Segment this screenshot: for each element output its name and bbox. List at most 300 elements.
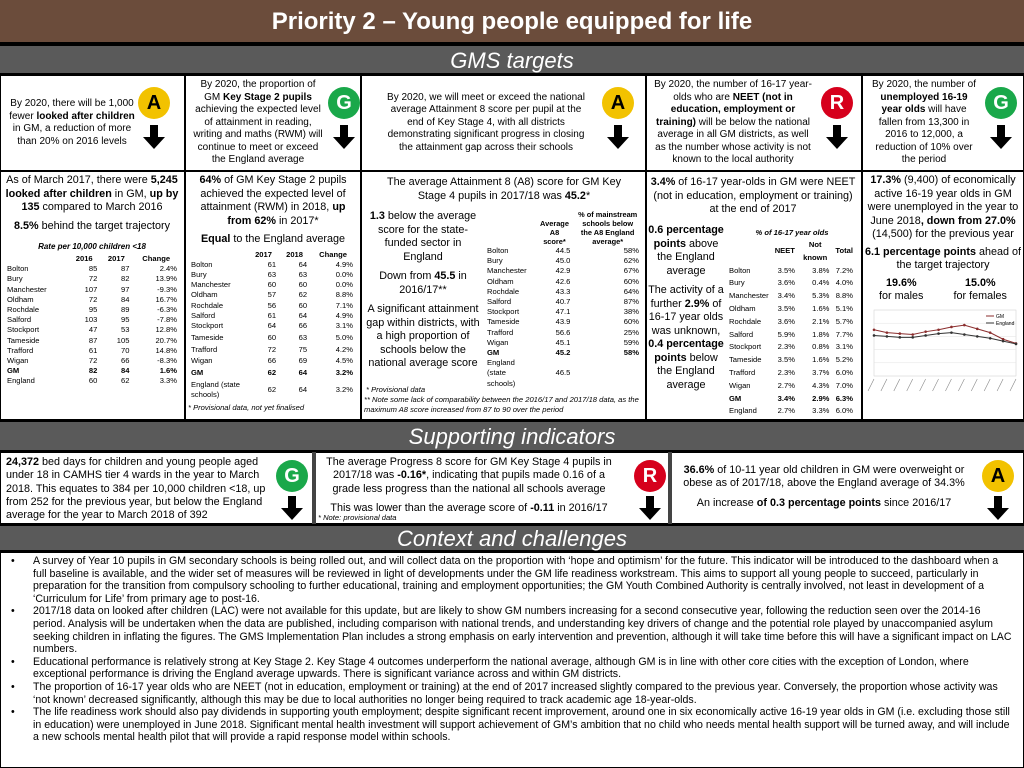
neet-points: 0.6 percentage points above the England average [648, 224, 724, 277]
trend-arrow [607, 125, 629, 154]
tick-label [1010, 379, 1016, 391]
neet-right [726, 228, 858, 418]
a8-left [364, 210, 482, 371]
context-bullet: • A survey of Year 10 pupils in GM secondary schools is being rolled out, and will collect data on the proportion with ‘hope and optimism’ for the future. This indicator will be introduced to the dashboard when a full baseline is available, and the wider set of measures will be reviewed in light of developments under the GM life readiness workstream. This aims to support all young people to succeed, particularly in preparation for the transition from compulsory schooling to further educational, training and employment opportunities; the GM Youth Combined Authority is centrally involved, not least in development of a ‘Curriculum for Life’ from primary age to post-16. [5, 555, 1013, 605]
table-cell: Salford [191, 310, 216, 320]
table-cell: Manchester [729, 291, 769, 301]
table-cell: 56.6 [555, 327, 571, 337]
table-row [188, 321, 356, 331]
supporting-text: The average Progress 8 score for GM Key Stage 4 pupils in 2017/18 was -0.16*, indicating that pupils made 0.16 of a grade less progress than the national all schools average This was lower than the average score of -0.11 in 2016/17 [326, 456, 612, 514]
table-cell: Rochdale [191, 300, 224, 310]
table-cell: Rochdale [487, 286, 520, 296]
table-cell: 45.0 [555, 256, 571, 266]
table-cell: 69 [298, 355, 308, 365]
data-point [924, 334, 927, 337]
table-cell: 60 [267, 280, 277, 290]
table-cell: Stockport [487, 307, 520, 317]
table-cell: 64 [298, 385, 308, 395]
table-cell: 82 [121, 274, 130, 284]
table-cell: 103 [84, 315, 98, 325]
table-cell: 61 [88, 345, 98, 355]
unemp-ahead: 6.1 percentage points ahead of the target trajectory [864, 245, 1022, 271]
column-header: Total [835, 246, 853, 256]
target-box-2 [184, 75, 360, 171]
table-row [726, 367, 856, 380]
data-point [873, 328, 876, 331]
table-cell: GM [7, 366, 20, 376]
target-text [653, 81, 813, 165]
divider [861, 171, 863, 420]
table-cell: Tameside [7, 335, 40, 345]
table-cell: 43.3 [555, 286, 571, 296]
table-row [4, 336, 180, 346]
table-cell: 61 [267, 259, 277, 269]
table-cell: 62 [121, 376, 130, 386]
table-header [188, 250, 356, 260]
table-cell: England [729, 406, 757, 416]
table-cell: 85 [88, 264, 98, 274]
target-text-content: By 2020, we will meet or exceed the national average Attainment 8 score per pupil at the end of Key Stage 4, with all districts demonstrating significant progress in closing the attainment gap across their schools [387, 91, 585, 153]
table-cell: Bury [487, 256, 503, 266]
a8-down: Down from 45.5 in 2016/17** [379, 270, 467, 296]
table-row [4, 274, 180, 284]
table-cell: 45.2 [555, 348, 571, 358]
table-row [726, 329, 856, 342]
table-cell: Oldham [7, 294, 34, 304]
table-row [4, 285, 180, 295]
supporting-indicator-1 [0, 452, 314, 524]
table-cell: 75 [298, 345, 308, 355]
tick-label [997, 379, 1003, 391]
neet-table-title: % of 16-17 year olds [755, 228, 829, 237]
table-cell: Stockport [191, 320, 224, 330]
table-cell: Bolton [191, 259, 213, 269]
target-text-content: By 2020, the number of unemployed 16-19 year olds will have fallen from 13,300 in 2016 to 12,000, a reduction of 10% over the period [872, 79, 976, 166]
table-cell: 3.5% [777, 355, 795, 365]
table-cell: 64 [298, 310, 308, 320]
tick-label [971, 379, 977, 391]
table-cell: 2.7% [777, 406, 795, 416]
table-cell: 0.8% [812, 342, 830, 352]
ks2-intro: 64% of GM Key Stage 2 pupils achieved the expected level of attainment (RWM) in 2018, up from 62% in 2017* [199, 174, 347, 227]
table-cell: 6.0% [835, 367, 853, 377]
table-cell: 70 [121, 345, 130, 355]
table-cell: 7.2% [835, 265, 853, 275]
table-cell: 0.0% [335, 280, 353, 290]
table-row [4, 315, 180, 325]
target-text [6, 81, 138, 165]
table-cell: 8.8% [835, 291, 853, 301]
data-point [963, 333, 966, 336]
target-text-content: By 2020, the number of 16-17 year-olds who are NEET (not in education, employment or training) will be below the national average in all GM districts, as well as the number whose activity is not known to the local authority [654, 79, 812, 166]
trend-arrow [990, 125, 1012, 154]
table-cell: 5.2% [835, 355, 853, 365]
table-row [188, 311, 356, 321]
a8-panel [364, 176, 644, 203]
supporting-note: * Note: provisional data [318, 513, 397, 522]
down-arrow-icon [990, 125, 1012, 149]
table-cell: 45.1 [555, 337, 571, 347]
table-cell: -9.3% [157, 284, 177, 294]
data-point [937, 328, 940, 331]
column-header [726, 239, 772, 265]
table-cell: 60 [298, 280, 308, 290]
table-cell: 46.5 [555, 368, 571, 378]
tick-label [958, 379, 964, 391]
table-row [726, 265, 856, 278]
supporting-text: 24,372 bed days for children and young people aged under 18 in CAMHS tier 4 wards in the year to March 2018. This equates to 384 per 10,000 children <18, up from 252 for the previous year, but below the England average for the year to March 2018 of 392 [6, 456, 266, 522]
table-cell: 84 [121, 366, 130, 376]
table-cell: 62 [298, 290, 308, 300]
table-cell: 3.1% [835, 342, 853, 352]
plot-area [874, 310, 1016, 376]
table-cell: 47.1 [555, 307, 571, 317]
table-row [484, 338, 642, 348]
table-cell: -7.8% [157, 315, 177, 325]
table-cell: 44.5 [555, 246, 571, 255]
context-band: Context and challenges [0, 524, 1024, 552]
table-cell: Wigan [191, 355, 213, 365]
a8-below: 1.3 below the average score for the state-funded sector in England [369, 210, 477, 263]
table-cell: 60 [88, 376, 98, 386]
table-cell: Wigan [487, 337, 509, 347]
table-row [484, 297, 642, 307]
down-arrow-icon [143, 125, 165, 149]
table-cell: 63 [267, 269, 277, 279]
page-title: Priority 2 – Young people equipped for life [0, 0, 1024, 44]
column-header: 2017 [107, 254, 125, 263]
unemp-females-label: for females [953, 290, 1007, 302]
neet-panel [648, 176, 858, 217]
lac-intro: As of March 2017, there were 5,245 looked after children in GM, up by 135 compared to March 2016 [5, 174, 179, 213]
table-row [4, 346, 180, 356]
table-cell: Oldham [191, 290, 218, 300]
table-cell: 72 [88, 274, 98, 284]
table-row [188, 301, 356, 311]
table-row [4, 366, 180, 376]
table-cell: 4.5% [335, 355, 353, 365]
table-cell: 62 [267, 367, 277, 377]
table-cell: 60 [298, 300, 308, 310]
table-cell: 2.1% [812, 316, 830, 326]
a8-right [484, 210, 644, 389]
supporting-indicators-band: Supporting indicators [0, 420, 1024, 452]
table-cell: 1.6% [812, 303, 830, 313]
table-row [484, 307, 642, 317]
tick-label [894, 379, 900, 391]
ks2-equal: Equal to the England average [200, 233, 346, 245]
table-cell: 3.4% [777, 291, 795, 301]
table-cell: 3.1% [335, 320, 353, 330]
table-cell: GM [487, 348, 500, 358]
table-row [188, 260, 356, 270]
table-row [484, 277, 642, 287]
table-cell: Salford [729, 329, 754, 339]
data-point [989, 331, 992, 334]
column-header: Change [319, 249, 347, 259]
table-cell: Bolton [487, 246, 509, 255]
tick-label [984, 379, 990, 391]
table-cell: 63 [298, 333, 308, 343]
table-cell: Rochdale [729, 316, 762, 326]
table-cell: 4.3% [812, 380, 830, 390]
trend-arrow [333, 125, 355, 154]
table-row [484, 287, 642, 297]
table-cell: 6.3% [835, 393, 853, 403]
tick-label [881, 379, 887, 391]
supporting-indicator-2 [314, 452, 670, 524]
table-cell: England [7, 376, 35, 386]
table-cell: 87 [121, 264, 130, 274]
trend-arrow [987, 496, 1009, 525]
table-cell: Stockport [7, 325, 40, 335]
lac-table [4, 254, 180, 387]
table-row [4, 356, 180, 366]
column-header: Change [142, 254, 171, 263]
table-row [188, 356, 356, 366]
table-cell: Bury [729, 278, 745, 288]
table-cell: 4.9% [335, 259, 353, 269]
column-header [484, 210, 536, 246]
table-cell: 5.0% [335, 333, 353, 343]
divider [645, 171, 647, 420]
column-header [4, 254, 68, 264]
context-panel [0, 552, 1024, 768]
data-point [937, 332, 940, 335]
down-arrow-icon [333, 125, 355, 149]
table-cell: 38% [623, 307, 639, 317]
neet-left [648, 224, 724, 392]
table-cell: Bury [191, 269, 207, 279]
table-cell: GM [729, 393, 742, 403]
ks2-note: * Provisional data, not yet finalised [188, 403, 305, 413]
down-arrow-icon [987, 496, 1009, 520]
table-row [188, 345, 356, 355]
table-cell: 0.0% [335, 269, 353, 279]
table-cell: 8.8% [335, 290, 353, 300]
table-cell: 64 [298, 259, 308, 269]
table-cell: 4.0% [835, 278, 853, 288]
data-point [911, 333, 914, 336]
table-cell: 87 [88, 335, 98, 345]
table-row [4, 264, 180, 274]
data-point [911, 336, 914, 339]
table-cell: 62 [267, 385, 277, 395]
table-cell: Trafford [487, 327, 514, 337]
data-point [963, 323, 966, 326]
target-box-4 [645, 75, 861, 171]
target-box-3 [360, 75, 645, 171]
table-cell: 12.8% [155, 325, 177, 335]
table-header [4, 254, 180, 264]
table-cell: 25% [623, 327, 639, 337]
rag-rating-badge: R [821, 87, 853, 119]
table-row [188, 290, 356, 300]
column-header [188, 250, 248, 260]
table-cell: 72 [88, 356, 98, 366]
table-cell: 3.5% [777, 303, 795, 313]
table-cell: 107 [84, 284, 98, 294]
target-text-content: By 2020, there will be 1,000 fewer looked after children in GM, a reduction of more than 20% on 2016 levels [9, 98, 135, 147]
unemp-males-pct: 19.6% [885, 276, 917, 289]
table-cell: Salford [487, 297, 512, 307]
table-cell: 2.9% [812, 393, 830, 403]
table-cell: 60% [623, 276, 639, 286]
table-row [4, 305, 180, 315]
table-cell: 42.9 [555, 266, 571, 276]
table-cell: 64% [623, 286, 639, 296]
table-cell: 13.9% [155, 274, 177, 284]
table-cell: Rochdale [7, 305, 40, 315]
column-header: Not known [803, 240, 828, 262]
table-cell: 40.7 [555, 297, 571, 307]
divider [184, 171, 186, 420]
data-point [899, 336, 902, 339]
table-cell: Oldham [729, 303, 756, 313]
table-cell: GM [191, 367, 204, 377]
trend-arrow [281, 496, 303, 525]
table-cell: Bury [7, 274, 23, 284]
data-point [886, 335, 889, 338]
table-cell: 3.4% [777, 393, 795, 403]
column-header: 2017 [255, 249, 272, 259]
table-cell: 53 [121, 325, 130, 335]
table-cell: Trafford [7, 345, 34, 355]
table-cell: Trafford [729, 367, 756, 377]
table-cell: 67% [623, 266, 639, 276]
table-cell: 97 [121, 284, 130, 294]
table-cell: 1.6% [159, 366, 177, 376]
table-cell: 7.7% [835, 329, 853, 339]
data-point [950, 331, 953, 334]
table-row [188, 368, 356, 378]
tick-label [907, 379, 913, 391]
table-row [188, 380, 356, 400]
tick-label [945, 379, 951, 391]
trend-arrow [143, 125, 165, 154]
table-cell: 2.4% [159, 264, 177, 274]
table-cell: 1.8% [812, 329, 830, 339]
context-bullet: • The life readiness work should also pay dividends in supporting youth employment; despite significant recent improvement, around one in six economically active 16-19 year olds in GM (i.e. excluding those still in education) were unemployed in June 2018. Significant mental health investment will support achievement of GM’s ambition that no child who needs mental health support will be turned away, and will include a new schools mental health pilot that will provide a rapid response model within schools. [5, 706, 1013, 744]
rag-rating-badge: A [138, 87, 170, 119]
table-cell: 2.7% [777, 380, 795, 390]
trend-arrow [826, 125, 848, 154]
table-row [726, 393, 856, 406]
context-bullet: • The proportion of 16-17 year olds who are NEET (not in education, employment or training) at the end of 2017 increased slightly compared to the previous year. Conversely, the proportion whose activity was ‘not known’ decreased significantly, although this may be due to local authorities no longer being required to track academic age 18-year-olds. [5, 681, 1013, 706]
table-cell: 66 [267, 355, 277, 365]
neet-intro: 3.4% of 16-17 year-olds in GM were NEET (not in education, employment or training) at the end of 2017 [650, 176, 856, 215]
table-cell: 72 [267, 345, 277, 355]
table-cell: 84 [121, 294, 130, 304]
unemp-females-pct: 15.0% [964, 276, 996, 289]
data-point [1002, 339, 1005, 342]
target-text [386, 81, 586, 165]
table-cell: Salford [7, 315, 32, 325]
table-cell: 59% [623, 337, 639, 347]
series-line-england [874, 332, 1016, 343]
table-cell: 2.3% [777, 342, 795, 352]
table-cell: 58% [623, 246, 639, 255]
ks2-table [188, 250, 356, 401]
table-row [726, 354, 856, 367]
data-point [886, 331, 889, 334]
table-cell: 20.7% [155, 335, 177, 345]
table-row [484, 348, 642, 358]
table-cell: 3.3% [159, 376, 177, 386]
table-cell: Tameside [191, 333, 224, 343]
table-cell: Trafford [191, 345, 218, 355]
table-cell: 63 [298, 269, 308, 279]
table-header [726, 239, 856, 265]
unemployment-chart [864, 306, 1020, 394]
table-row [484, 317, 642, 327]
target-text [869, 81, 979, 165]
unemp-males [879, 277, 923, 304]
target-text-content: By 2020, the proportion of GM Key Stage 2 pupils achieving the expected level of attainment in reading, writing and maths (RWM) will continue to meet or exceed the England average [193, 79, 323, 166]
table-row [726, 277, 856, 290]
trend-arrow [639, 496, 661, 525]
table-row [188, 280, 356, 290]
rag-rating-badge: G [276, 460, 308, 492]
table-cell: 3.6% [777, 278, 795, 288]
rag-rating-badge: R [634, 460, 666, 492]
table-cell: 60% [623, 317, 639, 327]
target-box-5 [861, 75, 1024, 171]
table-row [484, 266, 642, 276]
down-arrow-icon [639, 496, 661, 520]
rag-rating-badge: G [328, 87, 360, 119]
divider [312, 452, 316, 524]
lac-trajectory: 8.5% behind the target trajectory [13, 219, 171, 232]
table-row [4, 325, 180, 335]
table-row [726, 405, 856, 418]
tick-label [920, 379, 926, 391]
lac-panel [4, 174, 180, 387]
neet-table [726, 239, 856, 418]
supporting-indicator-3 [670, 452, 1024, 524]
table-cell: 56 [267, 300, 277, 310]
rag-rating-badge: G [985, 87, 1017, 119]
table-cell: Bolton [729, 265, 751, 275]
table-cell: 43.9 [555, 317, 571, 327]
context-bullet: • 2017/18 data on looked after children (LAC) were not available for this update, but are likely to show GM numbers increasing for a second consecutive year, following the reduction seen over the 2014-16 period. Analysis will be undertaken when the data are published, including comparison with national trends, and understanding key drivers of change and the potential role played by unaccompanied asylum seeking children in inflating the figures. The GMS Implementation Plan includes a strong emphasis on early intervention and prevention, although it will take time before this will have a significant impact on LAC numbers. [5, 605, 1013, 655]
table-cell: 3.5% [777, 265, 795, 275]
rag-rating-badge: A [982, 460, 1014, 492]
table-header [484, 210, 642, 246]
data-point [899, 332, 902, 335]
data-point [976, 327, 979, 330]
table-row [726, 380, 856, 393]
table-cell: Wigan [7, 356, 29, 366]
table-cell: 5.1% [835, 303, 853, 313]
data-point [976, 335, 979, 338]
table-cell: England (state schools) [487, 358, 516, 388]
context-bullet: • Educational performance is relatively strong at Key Stage 2. Key Stage 4 outcomes underperform the national average, although GM is in line with other core cities with the exception of London, where exceptional performance is driving the England average upwards. There is significant variance across and within GM districts. [5, 656, 1013, 681]
column-header: Average A8 score* [540, 219, 569, 246]
column-header: 2016 [75, 254, 93, 263]
table-cell: 62% [623, 256, 639, 266]
table-row [726, 303, 856, 316]
table-row [726, 316, 856, 329]
table-row [4, 376, 180, 386]
table-cell: -6.3% [157, 305, 177, 315]
column-header: % of mainstream schools below the A8 England average* [578, 210, 638, 246]
table-cell: -8.3% [157, 356, 177, 366]
context-list [5, 555, 1013, 744]
ks2-panel [188, 174, 358, 412]
table-cell: 5.9% [777, 329, 795, 339]
down-arrow-icon [607, 125, 629, 149]
